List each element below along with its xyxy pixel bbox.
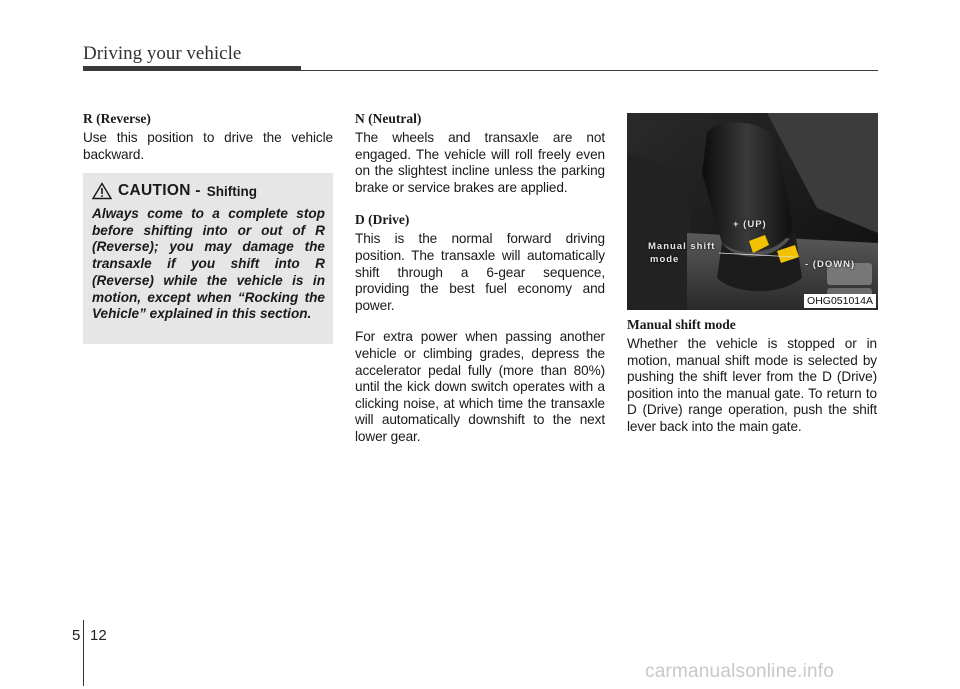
figure-label-up: + (UP) xyxy=(733,219,767,230)
warning-triangle-icon xyxy=(92,182,112,200)
figure-label-mode-1: Manual shift xyxy=(648,241,716,252)
header-rule-thin xyxy=(83,70,878,71)
caution-header xyxy=(92,179,325,203)
drive-text: This is the normal forward driving position. The transaxle will automatically shift through a 6-gear sequence, providing the best fuel economy and power. xyxy=(355,231,605,313)
drive-heading: D (Drive) xyxy=(355,212,410,228)
column-reverse xyxy=(83,110,333,178)
caution-subject: Shifting xyxy=(206,183,258,199)
reverse-text: Use this position to drive the vehicle backward. xyxy=(83,130,333,162)
manual-heading: Manual shift mode xyxy=(627,317,736,332)
neutral-heading: N (Neutral) xyxy=(355,111,422,126)
reverse-heading: R (Reverse) xyxy=(83,111,151,126)
neutral-text: The wheels and transaxle are not engaged. The vehicle will roll freely even on the slightest incline unless the parking brake or service brakes are applied. xyxy=(355,130,605,195)
footer-chapter-number: 5 xyxy=(72,627,81,644)
shift-lever-figure xyxy=(627,113,878,310)
figure-label-mode-2: mode xyxy=(650,254,680,265)
watermark: carmanualsonline.info xyxy=(645,661,835,682)
figure-code: OHG051014A xyxy=(804,294,876,308)
column-manual-mode xyxy=(627,316,877,451)
caution-text: Always come to a complete stop before shifting into or out of R (Reverse); you may damage the transaxle if you shift into R (Reverse) while the vehicle is in motion, except when “Rocking the Vehicle” explained in this section. xyxy=(92,206,325,322)
manual-text: Whether the vehicle is stopped or in motion, manual shift mode is selected by pushing the shift lever from the D (Drive) position into the manual gate. To return to D (Drive) range operation, push the shift lever back into the main gate. xyxy=(627,336,877,434)
shift-lever-illustration xyxy=(627,113,878,310)
page-header-title: Driving your vehicle xyxy=(83,43,242,64)
caution-box xyxy=(83,173,333,344)
passing-text: For extra power when passing another vehicle or climbing grades, depress the accelerator pedal fully (more than 80%) until the kick down switch operates with a clicking noise, at which time the transaxle will automatically downshift to the next lower gear. xyxy=(355,329,605,444)
column-neutral-drive xyxy=(355,110,605,461)
footer-divider xyxy=(83,620,84,686)
figure-label-down: - (DOWN) xyxy=(805,259,856,270)
footer-page-number: 12 xyxy=(90,627,107,644)
caution-label: CAUTION - xyxy=(118,182,201,199)
